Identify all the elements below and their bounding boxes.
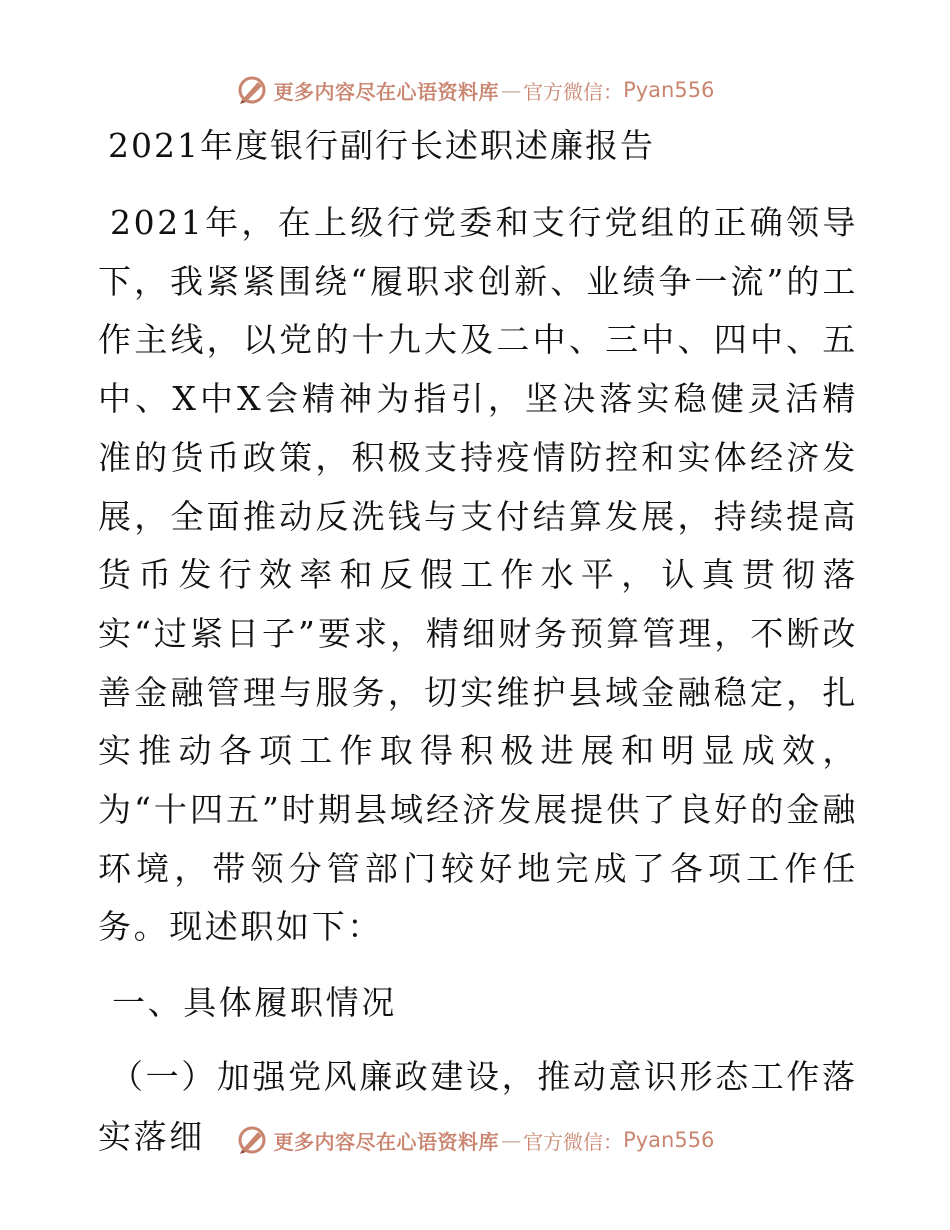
- watermark-text: 更多内容尽在心语资料库: [273, 1129, 500, 1154]
- watermark-separator: —: [501, 78, 522, 102]
- pen-logo-icon: [236, 74, 268, 106]
- footer-watermark: [0, 1120, 950, 1160]
- document-body: [98, 120, 858, 1167]
- watermark-wechat-id: Pyan556: [623, 1128, 715, 1152]
- document-title: 2021年度银行副行长述职述廉报告: [108, 126, 655, 165]
- intro-paragraph: 2021年，在上级行党委和支行党组的正确领导下，我紧紧围绕“履职求创新、业绩争一流”的工作主线，以党的十九大及二中、三中、四中、五中、X中X会精神为指引，坚决落实稳健灵活精准的货币政策，积极支持疫情防控和实体经济发展，全面推动反洗钱与支付结算发展，持续提高货币发行效率和反假工作水平，认真贯彻落实“过紧日子”要求，精细财务预算管理，不断改善金融管理与服务，切实维护县域金融稳定，扎实推动各项工作取得积极进展和明显成效，为“十四五”时期县域经济发展提供了良好的金融环境，带领分管部门较好地完成了各项工作任务。现述职如下：: [98, 203, 858, 947]
- watermark-separator: —: [501, 1128, 522, 1152]
- watermark-wechat-label: 官方微信：: [523, 79, 624, 104]
- subsection-heading: （一）加强党风廉政建设，推动意识形态工作落实落细: [98, 1057, 858, 1157]
- header-watermark: [0, 70, 950, 110]
- pen-logo-icon: [236, 1124, 268, 1156]
- watermark-wechat-label: 官方微信：: [523, 1129, 624, 1154]
- section-heading: 一、具体履职情况: [112, 983, 397, 1023]
- watermark-wechat-id: Pyan556: [623, 78, 715, 102]
- watermark-text: 更多内容尽在心语资料库: [273, 79, 500, 104]
